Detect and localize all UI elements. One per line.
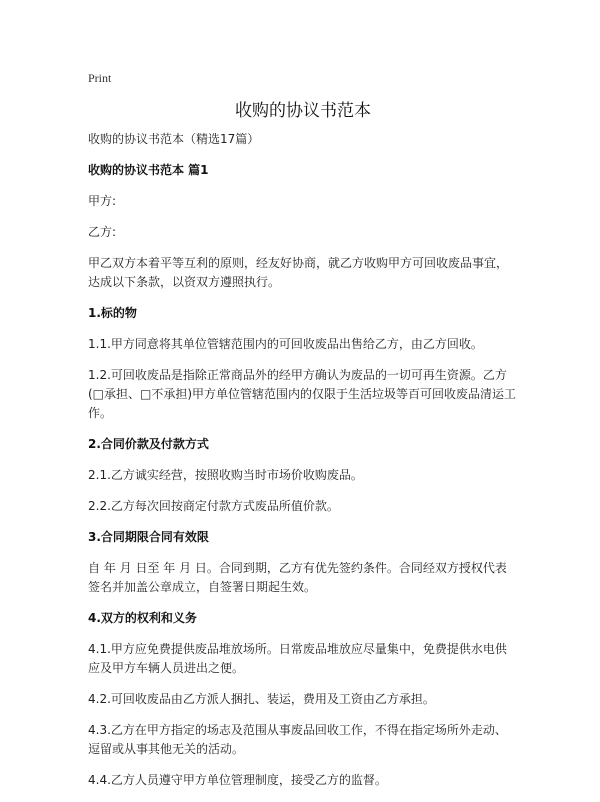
- party-b-line: 乙方:: [88, 225, 117, 239]
- clause-paragraph: 4.2.可回收废品由乙方派人捆扎、装运，费用及工资由乙方承担。: [88, 692, 435, 706]
- clause-paragraph: 4.4.乙方人员遵守甲方单位管理制度，接受乙方的监督。: [88, 773, 387, 787]
- document-subtitle: 收购的协议书范本（精选17篇）: [88, 132, 260, 146]
- print-label: Print: [88, 71, 112, 85]
- clause-paragraph: 2.2.乙方每次回按商定付款方式废品所值价款。: [88, 499, 339, 513]
- document-title: 收购的协议书范本: [235, 101, 371, 121]
- clause-paragraph: 2.1.乙方诚实经营，按照收购当时市场价收购废品。: [88, 468, 363, 482]
- clause-paragraph: 自 年 月 日至 年 月 日。合同到期，乙方有优先签约条件。合同经双方授权代表签名并加盖公章成立，自签署日期起生效。: [88, 561, 507, 594]
- section-heading: 1.标的物: [88, 306, 137, 320]
- section-heading: 2.合同价款及付款方式: [88, 437, 209, 451]
- section-heading: 3.合同期限合同有效限: [88, 530, 209, 544]
- clause-paragraph: 1.1.甲方同意将其单位管辖范围内的可回收废品出售给乙方，由乙方回收。: [88, 337, 483, 351]
- party-a-line: 甲方:: [88, 194, 117, 208]
- section-heading: 收购的协议书范本 篇1: [88, 163, 209, 177]
- preamble-paragraph: 甲乙双方本着平等互利的原则，经友好协商，就乙方收购甲方可回收废品事宜，达成以下条款，以资双方遵照执行。: [88, 256, 509, 289]
- clause-paragraph: 4.1.甲方应免费提供废品堆放场所。日常废品堆放应尽量集中，免费提供水电供应及甲方车辆人员进出之便。: [88, 642, 507, 675]
- clause-paragraph: 1.2.可回收废品是指除正常商品外的经甲方确认为废品的一切可再生资源。乙方(□承担、□不承担)甲方单位管辖范围内的仅限于生活垃圾等百可回收废品清运工作。: [88, 368, 517, 420]
- document-body: [88, 130, 518, 802]
- clause-paragraph: 4.3.乙方在甲方指定的场志及范围从事废品回收工作，不得在指定场所外走动、逗留或从事其他无关的活动。: [88, 723, 507, 756]
- section-heading: 4.双方的权利和义务: [88, 611, 197, 625]
